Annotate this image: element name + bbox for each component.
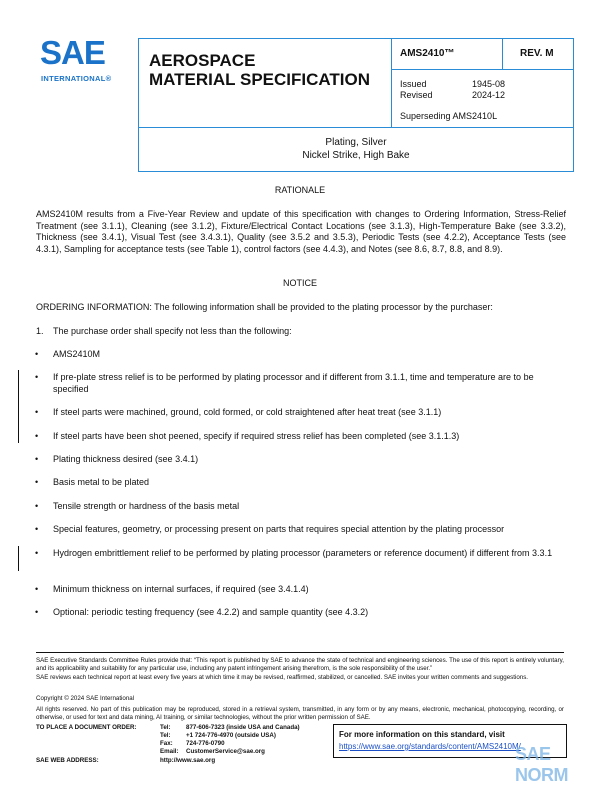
bullet-item: • Hydrogen embrittlement relief to be performed by plating processor (parameters or reference document) if different from 3.3.1 — [53, 548, 571, 560]
issued-label: Issued — [400, 79, 427, 89]
web-label: SAE WEB ADDRESS: — [36, 757, 99, 764]
sae-logo-subtitle: INTERNATIONAL® — [41, 74, 112, 83]
item-1-number: 1. — [36, 326, 44, 336]
revised-label: Revised — [400, 90, 433, 100]
footer-review-note: SAE reviews each technical report at least every five years at which time it may be revised, reaffirmed, stabilized, or cancelled. SAE invites your written comments and suggestions. — [36, 674, 529, 681]
subject-line-2: Nickel Strike, High Bake — [302, 150, 410, 161]
fax-label: Fax: — [160, 740, 173, 747]
ordering-information: ORDERING INFORMATION: The following information shall be provided to the plating processor by the purchaser: — [36, 302, 493, 312]
sae-logo: SAE — [40, 34, 105, 71]
bullet-item: • Basis metal to be plated — [53, 477, 571, 489]
doc-number: AMS2410™ — [400, 48, 455, 59]
info-box-title: For more information on this standard, visit — [339, 730, 505, 739]
tel-label: Tel: — [160, 724, 171, 731]
tel-outside: +1 724-776-4970 (outside USA) — [186, 732, 276, 739]
superseding: Superseding AMS2410L — [400, 111, 498, 121]
revision: REV. M — [520, 48, 554, 59]
tel-label-2: Tel: — [160, 732, 171, 739]
tel-inside: 877-606-7323 (inside USA and Canada) — [186, 724, 300, 731]
title-line-1: AEROSPACE — [149, 51, 256, 70]
footer-divider — [36, 652, 564, 653]
bullet-item: • AMS2410M — [53, 349, 571, 361]
email-address[interactable]: CustomerService@sae.org — [186, 748, 265, 755]
subject-line-1: Plating, Silver — [325, 137, 387, 148]
footer-copyright: Copyright © 2024 SAE International — [36, 695, 135, 702]
web-address[interactable]: http://www.sae.org — [160, 757, 216, 764]
notice-heading: NOTICE — [282, 278, 317, 288]
watermark-logo: SAE NORM — [515, 744, 568, 785]
title-line-2: MATERIAL SPECIFICATION — [149, 70, 370, 89]
footer-committee-rules: SAE Executive Standards Committee Rules provide that: “This report is published by SAE to advance the state of technical and engineering sciences. The use of this report is entirely voluntary, and its applicability and suitability for any particular use, including any patent infringement arising therefrom, is the sole responsibility of the user.” — [36, 657, 564, 672]
bullet-item: • Tensile strength or hardness of the basis metal — [53, 501, 571, 513]
footer-rights: All rights reserved. No part of this publication may be reproduced, stored in a retrieval system, transmitted, in any form or by any means, electronic, mechanical, photocopying, recording, or otherwise, or used for text and data mining, AI training, or similar technologies, without the prior written permission of SAE. — [36, 706, 564, 721]
item-1-text: The purchase order shall specify not less than the following: — [53, 326, 292, 336]
change-bar — [18, 370, 19, 443]
rationale-text: AMS2410M results from a Five-Year Review and update of this specification with changes to Ordering Information, Stress-Relief Treatment (see 3.1.1), Cleaning (see 3.1.2), Fixture/Electrical Contact Locations (see 3.1.3), High-Temperature Bake (see 3.3.2), Thickness (see 3.4.1), Visual Test (see 3.4.3.1), Quality (see 3.5.2 and 3.5.3), Periodic Tests (see 4.2.2), Acceptance Tests (see 4.3.1), Sampling for acceptance tests (see Table 1), control factors (see 4.4.3), and Notes (see 8.6, 8.7, 8.8, and 8.9). — [36, 209, 566, 254]
revised-value: 2024-12 — [472, 90, 506, 100]
rationale-heading: RATIONALE — [274, 185, 326, 195]
bullet-item: • If steel parts were machined, ground, cold formed, or cold straightened after heat treat (see 3.1.1) — [53, 407, 571, 419]
bullet-item: • If pre-plate stress relief is to be performed by plating processor and if different from 3.1.1, time and temperature are to be specified — [53, 372, 571, 395]
fax-number: 724-776-0790 — [186, 740, 225, 747]
change-bar — [18, 546, 19, 571]
order-label: TO PLACE A DOCUMENT ORDER: — [36, 724, 137, 731]
bullet-item: • Minimum thickness on internal surfaces, if required (see 3.4.1.4) — [53, 584, 571, 596]
issued-value: 1945-08 — [472, 79, 506, 89]
bullet-item: • Special features, geometry, or processing present on parts that requires special attention by the plating processor — [53, 524, 571, 536]
bullet-item: • If steel parts have been shot peened, specify if required stress relief has been completed (see 3.1.1.3) — [53, 431, 571, 443]
bullet-item: • Plating thickness desired (see 3.4.1) — [53, 454, 571, 466]
standard-link[interactable]: https://www.sae.org/standards/content/AMS2410M/ — [339, 742, 521, 751]
bullet-item: • Optional: periodic testing frequency (see 4.2.2) and sample quantity (see 4.3.2) — [53, 607, 571, 619]
email-label: Email: — [160, 748, 179, 755]
